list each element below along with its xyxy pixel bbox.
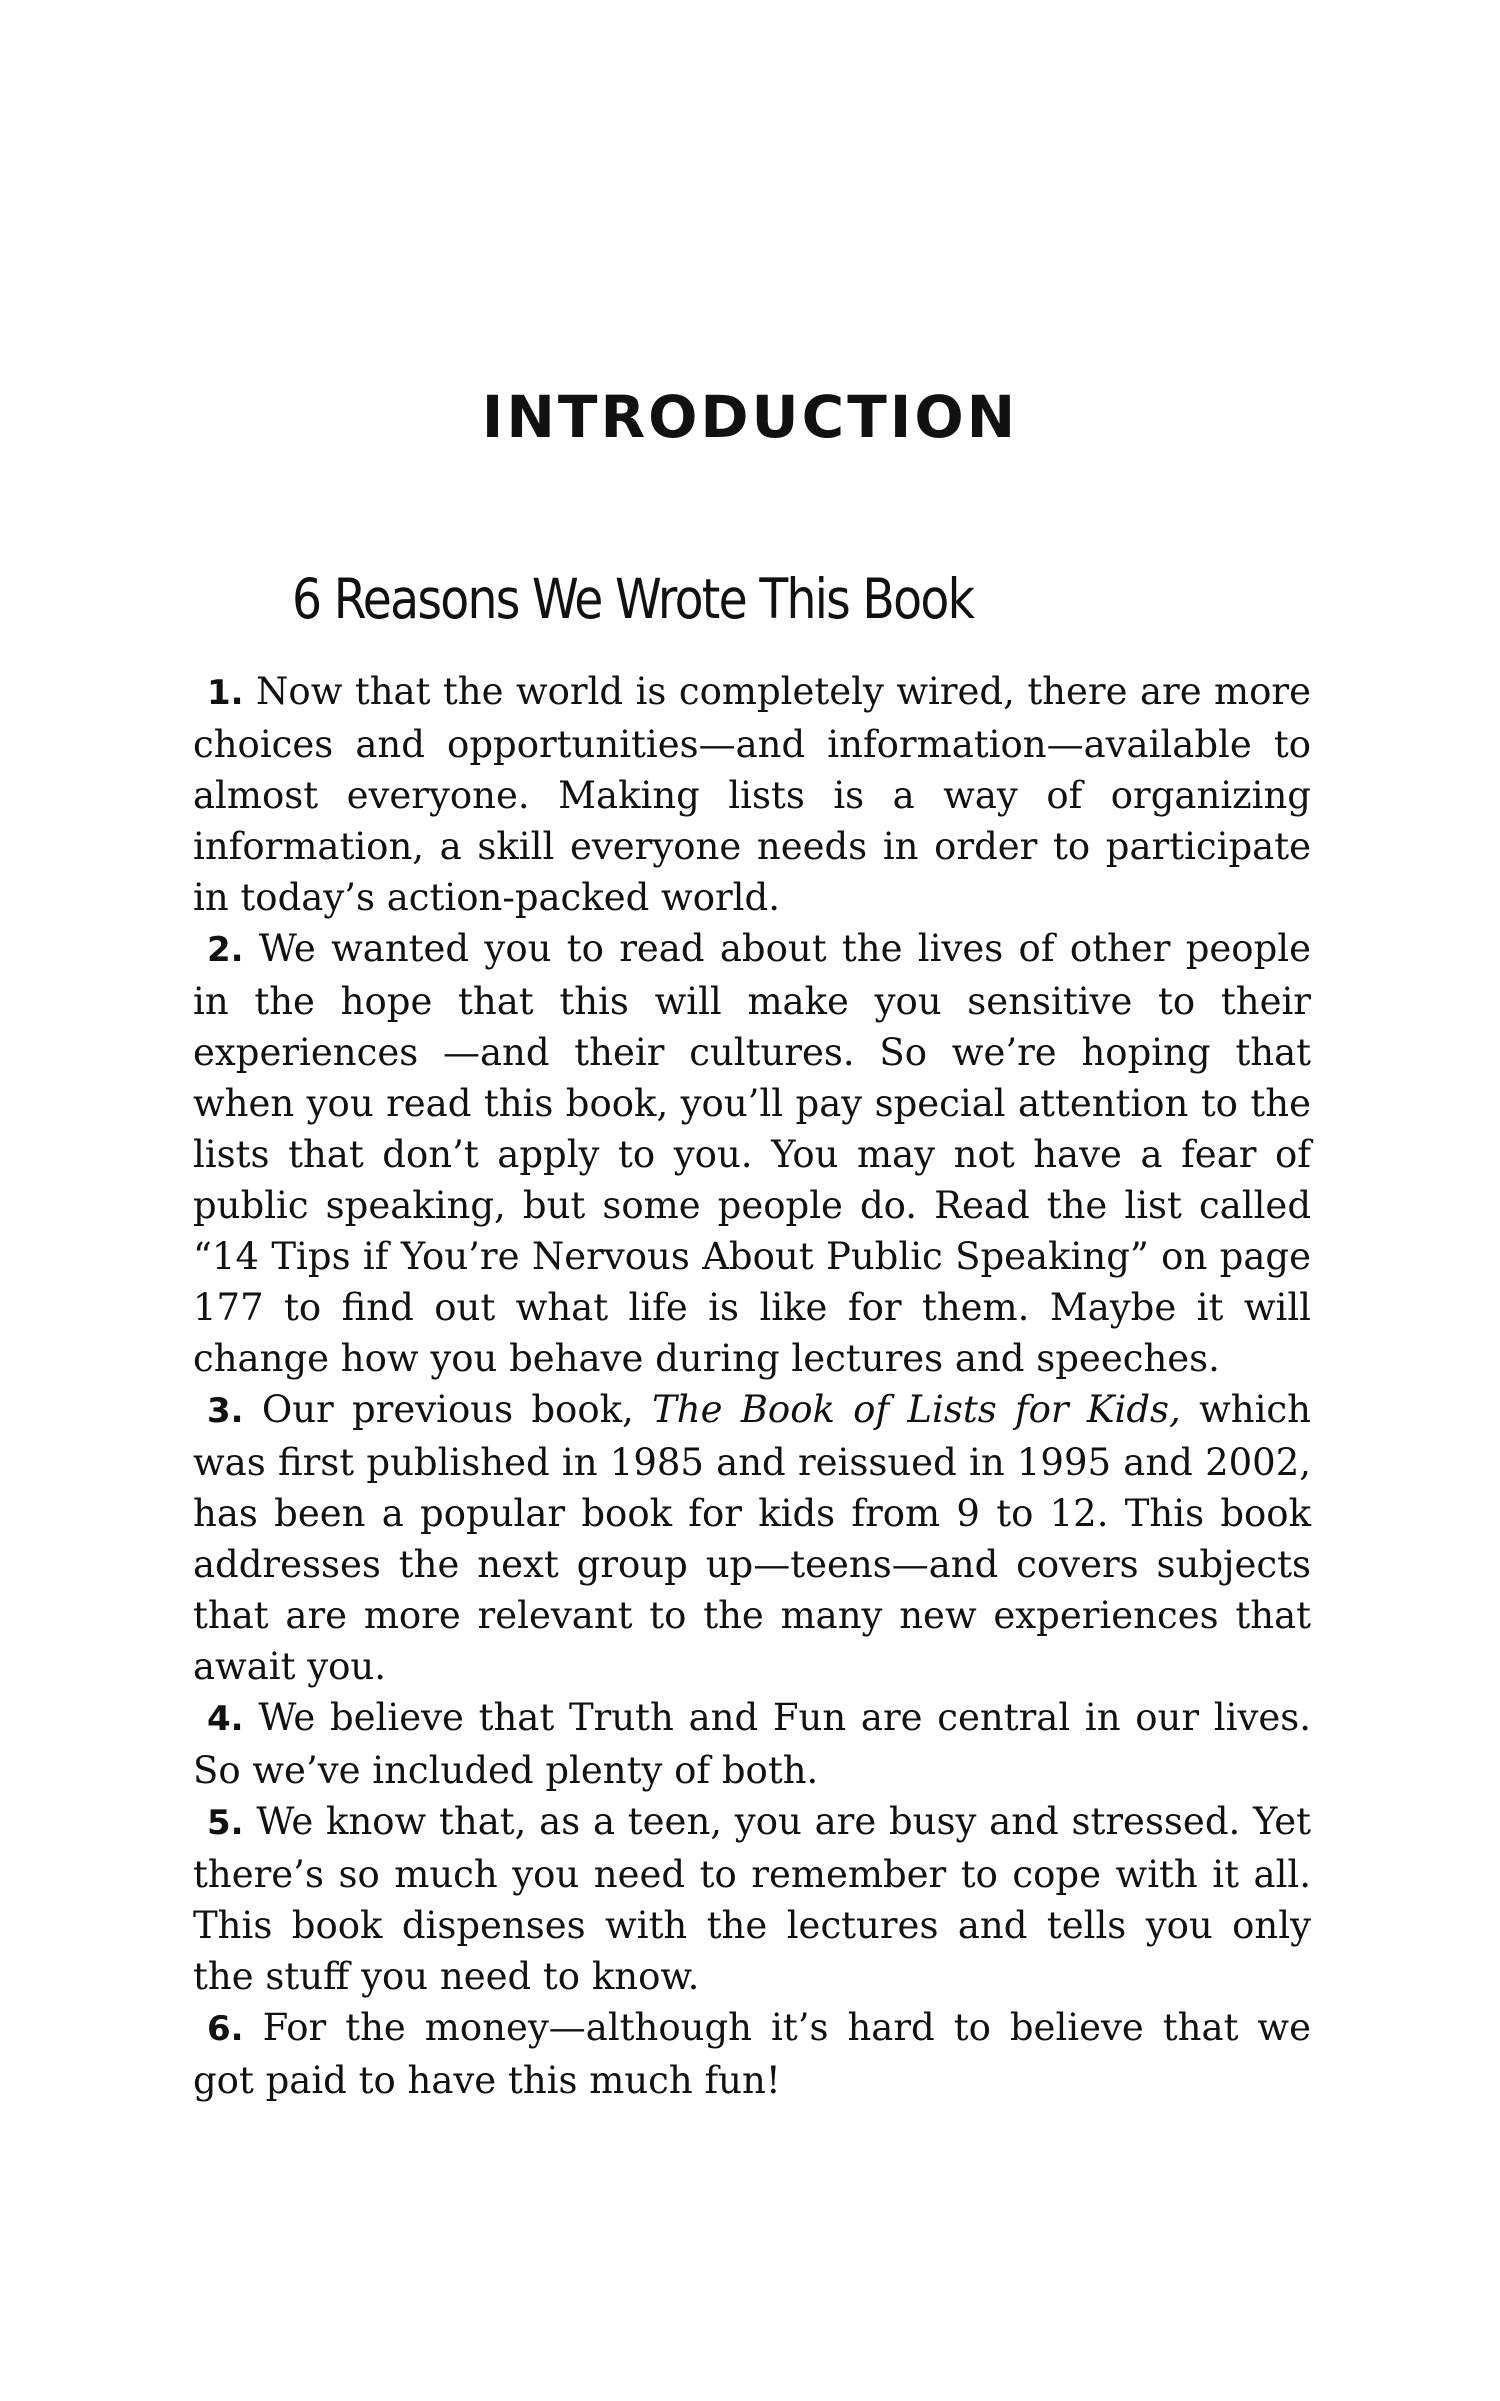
reason-number: 3. — [207, 1391, 244, 1431]
reason-text: For the money—although it’s hard to believe that we got paid to have this much fun! — [193, 2006, 1312, 2102]
reason-5 — [193, 1796, 1311, 2002]
reason-number: 6. — [207, 2009, 244, 2049]
reasons-list — [193, 666, 1311, 2106]
book-title: The Book of Lists for Kids, — [652, 1388, 1181, 1431]
reason-number: 4. — [207, 1699, 244, 1739]
reason-text: We know that, as a teen, you are busy and stressed. Yet there’s so much you need to remember to cope with it all. This book dispenses with the lectures and tells you only the stuff you need to know. — [193, 1800, 1312, 1998]
reason-number: 5. — [207, 1803, 244, 1843]
reason-number: 2. — [207, 930, 244, 970]
reason-text: We believe that Truth and Fun are central in our lives. So we’ve included plenty of both. — [193, 1696, 1312, 1792]
reason-text-before: Our previous book, — [261, 1388, 653, 1431]
reason-number: 1. — [207, 673, 244, 713]
reason-text: Now that the world is completely wired, there are more choices and opportunities—and information—available to almost everyone. Making lists is a way of organizing information, a skill everyone needs in order to participate in today’s action-packed world. — [193, 670, 1311, 919]
reason-text-after: which was first published in 1985 and reissued in 1995 and 2002, has been a popular book for kids from 9 to 12. This book addresses the next group up—teens—and covers subjects that are more relevant to the many new experiences that await you. — [193, 1388, 1311, 1688]
section-title: 6 Reasons We Wrote This Book — [292, 567, 974, 631]
reason-3 — [193, 1384, 1311, 1692]
reason-1 — [193, 666, 1311, 923]
reason-text: We wanted you to read about the lives of other people in the hope that this will make you sensitive to their experiences —and their cultures. So we’re hoping that when you read this book, you’ll pay special attention to the lists that don’t apply to you. You may not have a fear of public speaking, but some people do. Read the list called “14 Tips if You’re Nervous About Public Speaking” on page 177 to find out what life is like for them. Maybe it will change how you behave during lectures and speeches. — [193, 927, 1311, 1380]
chapter-title: INTRODUCTION — [481, 383, 1019, 451]
reason-6 — [193, 2002, 1311, 2106]
reason-2 — [193, 923, 1311, 1384]
reason-4 — [193, 1692, 1311, 1796]
